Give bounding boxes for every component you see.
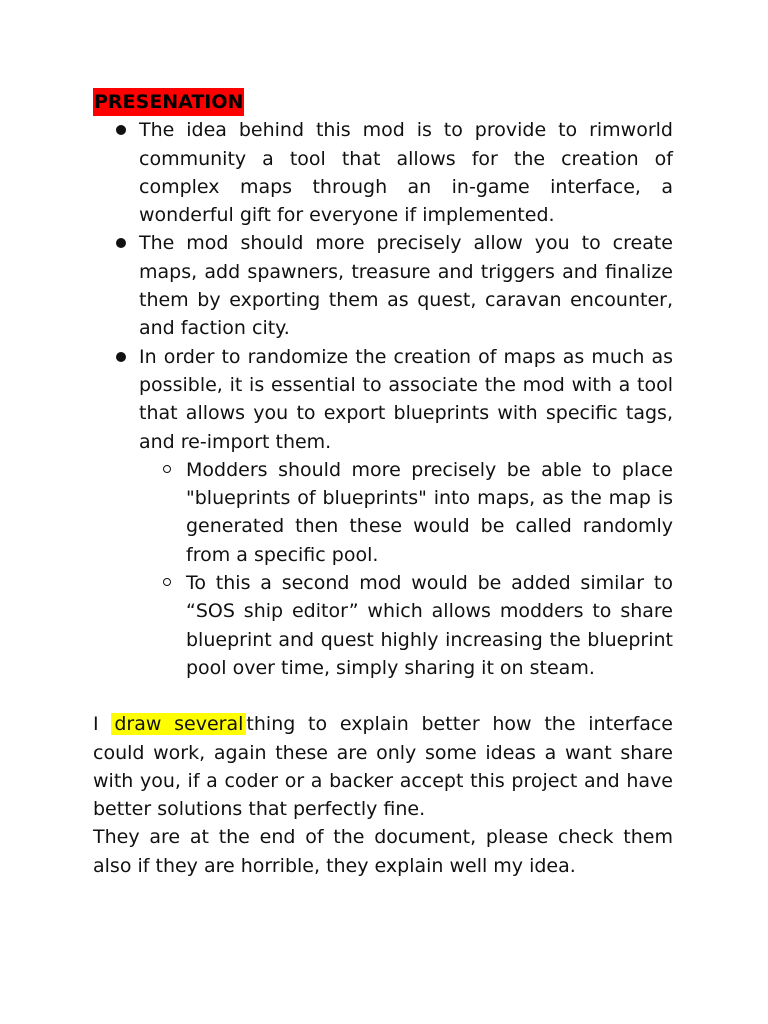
document-body [93, 88, 673, 880]
bullet-text: The idea behind this mod is to provide to rimworld community a tool that allows for the creation of complex maps through an in-game interface, a wonderful gift for everyone if implemented. [139, 119, 673, 227]
bullet-text: The mod should more precisely allow you to create maps, add spawners, treasure and triggers and finalize them by exporting them as quest, caravan encounter, and faction city. [139, 232, 673, 340]
bullet-text: In order to randomize the creation of maps as much as possible, it is essential to associate the mod with a tool that allows you to export blueprints with specific tags, and re-import them. [139, 345, 673, 453]
highlighted-text: draw several [111, 713, 246, 735]
filled-bullet-icon [116, 125, 126, 135]
sub-bullet-text: Modders should more precisely be able to place "blueprints of blueprints" into maps, as the map is generated then these would be called randomly from a specific pool. [186, 458, 673, 566]
paragraph-gap [93, 682, 673, 710]
hollow-bullet-icon [163, 465, 171, 473]
bullet-list [93, 116, 673, 682]
filled-bullet-icon [116, 352, 126, 362]
paragraph-text: They are at the end of the document, please check them also if they are horrible, they explain well my idea. [93, 826, 673, 877]
paragraph-text: thing to explain better how the interface could work, again these are only some ideas a want share with you, if a coder or a backer accept this project and have better solutions that perfectly fine. [93, 713, 673, 821]
sub-bullet-list [139, 456, 673, 682]
filled-bullet-icon [116, 238, 126, 248]
sub-bullet-item [139, 569, 673, 682]
sub-bullet-text: To this a second mod would be added similar to “SOS ship editor” which allows modders to share blueprint and quest highly increasing the blueprint pool over time, simply sharing it on steam. [186, 572, 673, 679]
body-paragraph [93, 710, 673, 823]
paragraph-lead-text: I [93, 713, 112, 736]
bullet-item [93, 343, 673, 683]
section-heading: PRESENATION [93, 88, 244, 116]
bullet-item [93, 116, 673, 229]
bullet-item [93, 229, 673, 342]
sub-bullet-item [139, 456, 673, 569]
hollow-bullet-icon [163, 578, 171, 586]
body-paragraph [93, 823, 673, 880]
